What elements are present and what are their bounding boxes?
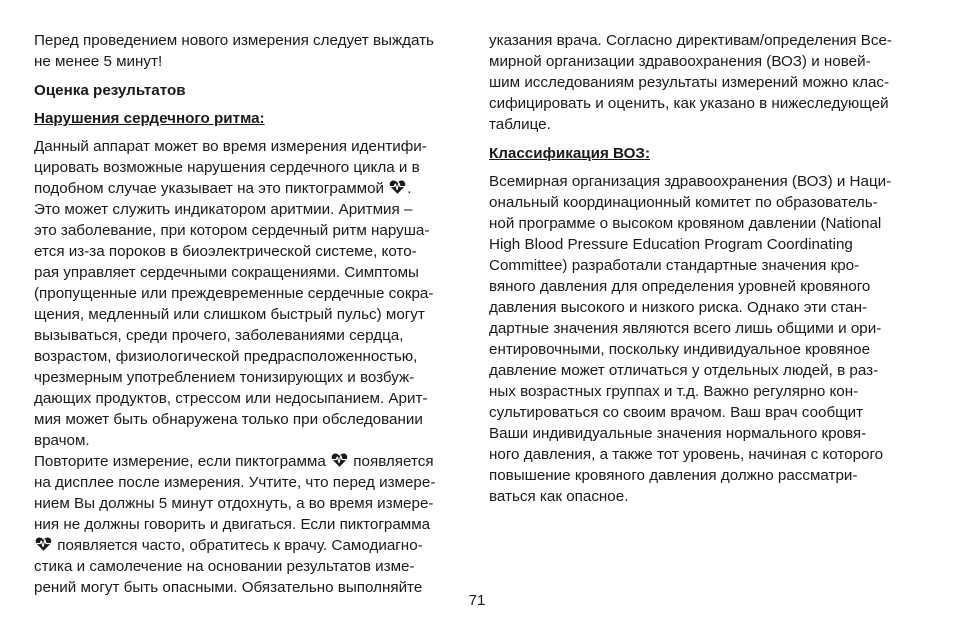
text-line: ональный координационный комитет по образователь- — [489, 194, 878, 211]
text-line: возрастом, физиологической предрасположенностью, — [34, 348, 418, 365]
text-line: это заболевание, при котором сердечный ритм наруша- — [34, 222, 430, 239]
heart-arrhythmia-icon — [331, 452, 348, 468]
continuation-paragraph — [489, 30, 919, 135]
text-line: таблице. — [489, 116, 551, 133]
text-line: ных возрастных группах и т.д. Важно регулярно кон- — [489, 383, 859, 400]
text-line: ного давления, а также тот уровень, начиная с которого — [489, 446, 884, 463]
text-line: цировать возможные нарушения сердечного цикла и в — [34, 159, 420, 176]
text-line: Данный аппарат может во время измерения идентифи- — [34, 138, 427, 155]
text-line: стика и самолечение на основании результатов изме- — [34, 558, 415, 575]
text-line-with-icon: подобном случае указывает на это пиктограммой . — [34, 180, 412, 197]
text-line: High Blood Pressure Education Program Coordinating — [489, 236, 853, 253]
subsection-title-who: Классификация ВОЗ: — [489, 145, 650, 162]
text-line: мирной организации здравоохранения (ВОЗ) и новей- — [489, 53, 871, 70]
text-line: Всемирная организация здравоохранения (ВОЗ) и Наци- — [489, 173, 892, 190]
text-line: Это может служить индикатором аритмии. Аритмия – — [34, 201, 413, 218]
heart-arrhythmia-icon — [389, 179, 406, 195]
text-line: вяного давления для определения уровней кровяного — [489, 278, 871, 295]
text-line: Committee) разработали стандартные значения кро- — [489, 257, 860, 274]
text-line: не менее 5 минут! — [34, 53, 163, 70]
page-number: 71 — [468, 592, 486, 609]
text-line: дартные значения являются всего лишь общими и ори- — [489, 320, 882, 337]
text-line: врачом. — [34, 432, 90, 449]
text-line: мия может быть обнаружена только при обследовании — [34, 411, 423, 428]
text-line: давления высокого и низкого риска. Однако эти стан- — [489, 299, 868, 316]
text-line: на дисплее после измерения. Учтите, что перед измере- — [34, 474, 436, 491]
heart-arrhythmia-icon — [35, 536, 52, 552]
text-line: рений могут быть опасными. Обязательно выполняйте — [34, 579, 423, 596]
text-line: чрезмерным употреблением тонизирующих и возбуж- — [34, 369, 415, 386]
text-line: Ваши индивидуальные значения нормального кровя- — [489, 425, 867, 442]
text-line: (пропущенные или преждевременные сердечные сокра- — [34, 285, 434, 302]
right-column — [489, 30, 919, 507]
text-line: указания врача. Согласно директивам/определения Все- — [489, 32, 892, 49]
text-line: ния не должны говорить и двигаться. Если пиктограмма — [34, 516, 431, 533]
text-line: вызываться, среди прочего, заболеваниями сердца, — [34, 327, 404, 344]
text-line: ентировочными, поскольку индивидуальное кровяное — [489, 341, 871, 358]
text-line: Перед проведением нового измерения следует выждать — [34, 32, 434, 49]
left-column — [34, 30, 462, 598]
text-line: ваться как опасное. — [489, 488, 629, 505]
who-classification-paragraph — [489, 171, 919, 507]
text-line-with-icon: появляется часто, обратитесь к врачу. Самодиагно- — [34, 535, 462, 556]
text-line: повышение кровяного давления должно рассматри- — [489, 467, 858, 484]
text-line: сифицировать и оценить, как указано в нижеследующей — [489, 95, 889, 112]
section-title: Оценка результатов — [34, 82, 186, 99]
text-line: шим исследованиям результаты измерений можно клас- — [489, 74, 890, 91]
text-line: давление может отличаться у отдельных людей, в раз- — [489, 362, 879, 379]
text-line: дающих продуктов, стрессом или недосыпанием. Арит- — [34, 390, 428, 407]
text-line: ется из-за пороков в биоэлектрической системе, кото- — [34, 243, 417, 260]
subsection-title-arrhythmia: Нарушения сердечного ритма: — [34, 110, 265, 127]
text-line: сультироваться со своим врачом. Ваш врач сообщит — [489, 404, 864, 421]
text-line: рая управляет сердечными сокращениями. Симптомы — [34, 264, 419, 281]
text-line: ной программе о высоком кровяном давлении (National — [489, 215, 882, 232]
repeat-measurement-paragraph — [34, 451, 462, 598]
arrhythmia-paragraph — [34, 136, 462, 451]
text-line: щения, медленный или слишком быстрый пульс) могут — [34, 306, 425, 323]
text-line-with-icon: Повторите измерение, если пиктограмма появляется — [34, 453, 434, 470]
text-line: нием Вы должны 5 минут отдохнуть, а во время измере- — [34, 495, 434, 512]
intro-paragraph — [34, 30, 462, 72]
